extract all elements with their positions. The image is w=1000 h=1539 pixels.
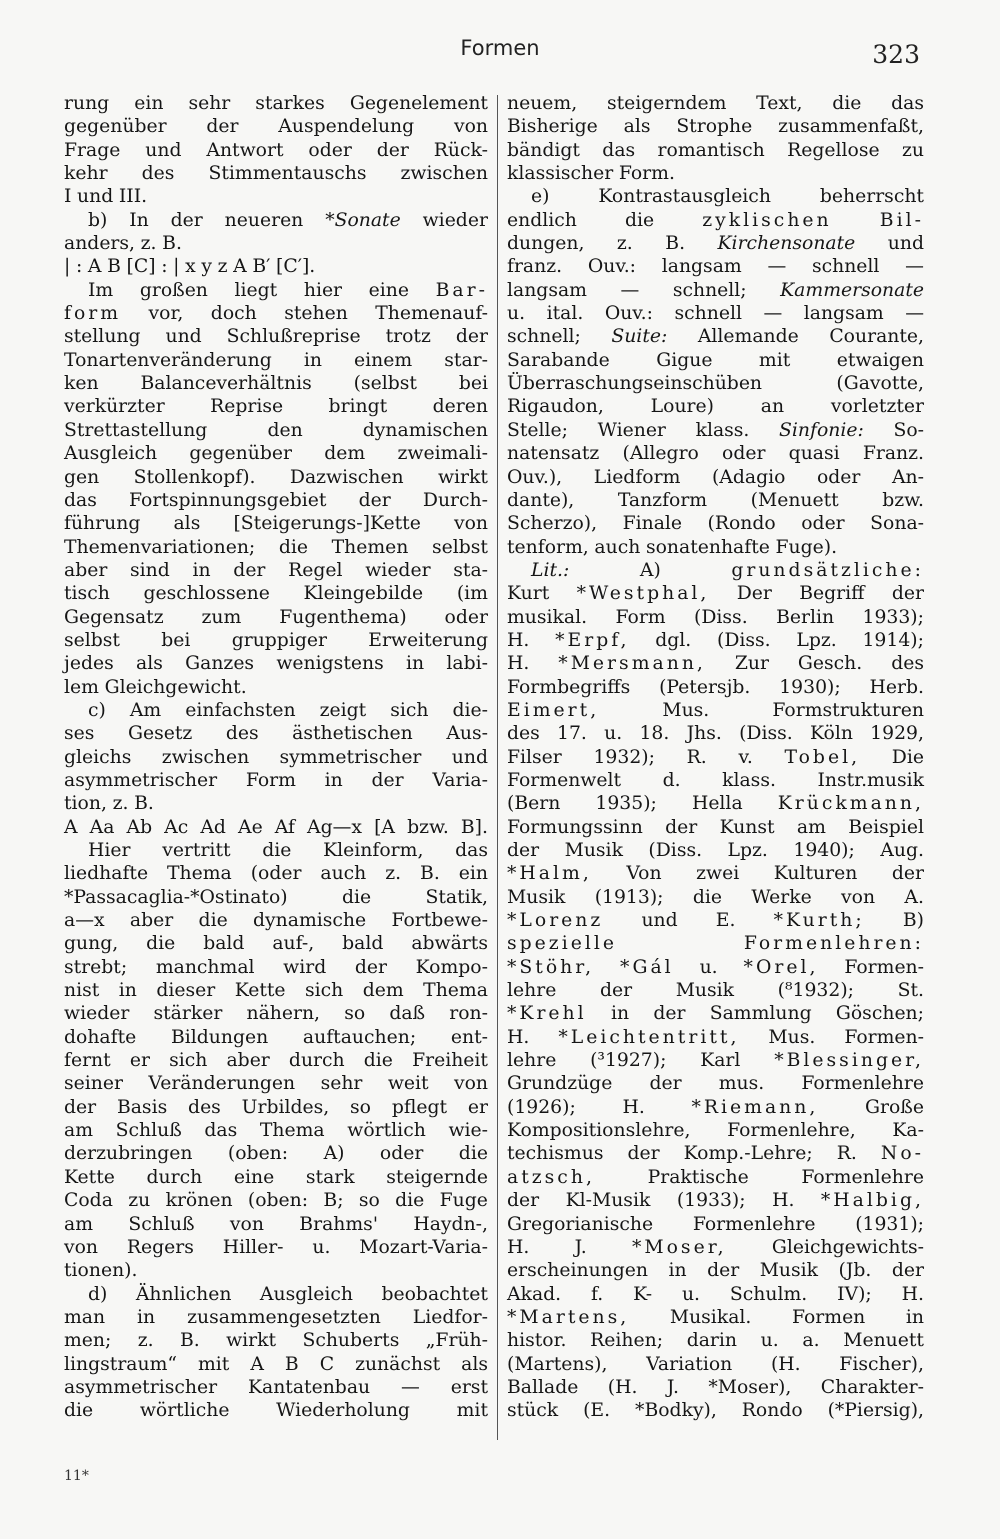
- text-line: tisch geschlossene Kleingebilde (im: [64, 583, 488, 605]
- text-line: tion, z. B.: [64, 793, 154, 815]
- text-line: Ballade (H. J. *Moser), Charakter-: [507, 1376, 924, 1398]
- text-line: bändigt das romantisch Regellose zu: [507, 139, 924, 161]
- text-line: von Regers Hiller- u. Mozart-Varia-: [64, 1236, 488, 1258]
- text-line: Ouv.), Liedform (Adagio oder An-: [507, 466, 924, 488]
- text-line: am Schluß das Thema wörtlich wie-: [64, 1120, 488, 1142]
- text-line: Lit.: A) grundsätzliche:: [531, 559, 924, 581]
- text-line: nist in dieser Kette sich dem Thema: [64, 980, 488, 1002]
- text-line: selbst bei gruppiger Erweiterung: [64, 629, 488, 651]
- text-line: Ausgleich gegenüber dem zweimali-: [64, 443, 488, 465]
- text-line: tionen).: [64, 1260, 138, 1282]
- text-line: histor. Reihen; darin u. a. Menuett: [507, 1330, 924, 1352]
- text-line: der Kl-Musik (1933); H. *Halbig,: [507, 1190, 924, 1212]
- text-line: Akad. f. K- u. Schulm. IV); H.: [507, 1283, 924, 1305]
- text-line: klassischer Form.: [507, 163, 675, 185]
- text-line: rung ein sehr starkes Gegenelement: [64, 93, 488, 114]
- text-line: a—x aber die dynamische Fortbewe-: [64, 910, 488, 932]
- text-line: H. *Mersmann, Zur Gesch. des: [507, 653, 924, 675]
- text-line: stück (E. *Bodky), Rondo (*Piersig),: [507, 1400, 924, 1422]
- text-line: Stelle; Wiener klass. Sinfonie: So-: [507, 419, 924, 441]
- text-line: dante), Tanzform (Menuett bzw.: [507, 489, 924, 511]
- text-line: das Fortspinnungsgebiet der Durch-: [64, 489, 488, 511]
- text-line: lehre (³1927); Karl *Blessinger,: [507, 1050, 924, 1072]
- text-line: Hier vertritt die Kleinform, das: [88, 840, 488, 861]
- text-line: Bisherige als Strophe zusammenfaßt,: [507, 116, 924, 138]
- text-line: führung als [Steigerungs-]Kette von: [64, 513, 488, 535]
- text-line: lingstraum“ mit A B C zunächst als: [64, 1353, 488, 1375]
- text-line: atzsch, Praktische Formenlehre: [507, 1166, 924, 1188]
- text-line: ses Gesetz des ästhetischen Aus-: [64, 723, 488, 745]
- text-line: man in zusammengesetzten Liedfor-: [64, 1306, 488, 1328]
- text-line: wieder stärker nähern, so daß ron-: [64, 1003, 488, 1025]
- text-line: Kompositionslehre, Formenlehre, Ka-: [507, 1120, 924, 1142]
- page-number: 323: [872, 40, 920, 69]
- text-line: Gregorianische Formenlehre (1931);: [507, 1213, 924, 1235]
- text-line: Kette durch eine stark steigernde: [64, 1166, 488, 1188]
- text-line: (Martens), Variation (H. Fischer),: [507, 1353, 924, 1375]
- text-line: spezielle Formenlehren:: [507, 933, 924, 955]
- text-line: Strettastellung den dynamischen: [64, 419, 488, 441]
- text-line: Kurt *Westphal, Der Begriff der: [507, 583, 924, 605]
- text-line: Themenvariationen; die Themen selbst: [64, 536, 488, 558]
- text-line: A Aa Ab Ac Ad Ae Af Ag—x [A bzw. B].: [64, 816, 488, 838]
- text-line: asymmetrischer Kantatenbau — erst: [64, 1376, 488, 1398]
- text-line: gegenüber der Auspendelung von: [64, 116, 488, 138]
- text-line: *Stöhr, *Gál u. *Orel, Formen-: [507, 956, 924, 978]
- text-line: d) Ähnlichen Ausgleich beobachtet: [88, 1283, 488, 1305]
- text-line: dungen, z. B. Kirchensonate und: [507, 233, 924, 255]
- text-line: Formungssinn der Kunst am Beispiel: [507, 816, 924, 838]
- text-line: e) Kontrastausgleich beherrscht: [531, 186, 924, 208]
- text-line: H. J. *Moser, Gleichgewichts-: [507, 1236, 924, 1258]
- text-line: seiner Veränderungen sehr weit von: [64, 1073, 488, 1095]
- right-text-column: [507, 92, 924, 1423]
- text-line: Rigaudon, Loure) an vorletzter: [507, 396, 924, 418]
- text-line: langsam — schnell; Kammersonate: [507, 279, 924, 301]
- text-line: Frage und Antwort oder der Rück-: [64, 139, 488, 161]
- text-line: verkürzter Reprise bringt deren: [64, 396, 488, 418]
- text-line: tenform, auch sonatenhafte Fuge).: [507, 536, 838, 558]
- text-line: Scherzo), Finale (Rondo oder Sona-: [507, 513, 924, 535]
- text-line: kehr des Stimmentauschs zwischen: [64, 163, 488, 185]
- text-line: schnell; Suite: Allemande Courante,: [507, 326, 924, 348]
- text-line: H. *Erpf, dgl. (Diss. Lpz. 1914);: [507, 629, 924, 651]
- text-line: *Passacaglia-*Ostinato) die Statik,: [64, 886, 488, 908]
- text-line: liedhafte Thema (oder auch z. B. ein: [64, 863, 488, 885]
- text-line: dohafte Bildungen auftauchen; ent-: [64, 1026, 488, 1048]
- text-line: Formbegriffs (Petersjb. 1930); Herb.: [507, 676, 924, 698]
- text-line: der Musik (Diss. Lpz. 1940); Aug.: [507, 840, 924, 861]
- left-text-column: [64, 92, 488, 1423]
- text-line: anders, z. B.: [64, 233, 182, 255]
- text-line: (Bern 1935); Hella Krückmann,: [507, 793, 924, 815]
- text-line: u. ital. Ouv.: schnell — langsam —: [507, 303, 924, 325]
- text-line: natensatz (Allegro oder quasi Franz.: [507, 443, 924, 465]
- text-line: die wörtliche Wiederholung mit: [64, 1400, 488, 1422]
- text-line: I und III.: [64, 186, 148, 208]
- text-line: aber sind in der Regel wieder sta-: [64, 559, 488, 581]
- text-line: jedes als Ganzes wenigstens in labi-: [64, 653, 488, 675]
- text-line: Überraschungseinschüben (Gavotte,: [507, 373, 924, 395]
- text-line: ken Balanceverhältnis (selbst bei: [64, 373, 488, 395]
- text-line: (1926); H. *Riemann, Große: [507, 1096, 924, 1118]
- text-line: franz. Ouv.: langsam — schnell —: [507, 256, 924, 278]
- text-line: Coda zu krönen (oben: B; so die Fuge: [64, 1190, 488, 1212]
- text-line: Formenwelt d. klass. Instr.musik: [507, 769, 924, 791]
- running-head: Formen: [460, 36, 540, 60]
- text-line: Grundzüge der mus. Formenlehre: [507, 1073, 924, 1095]
- text-line: b) In der neueren *Sonate wieder: [88, 209, 488, 231]
- text-line: *Krehl in der Sammlung Göschen;: [507, 1003, 924, 1025]
- text-line: strebt; manchmal wird der Kompo-: [64, 956, 488, 978]
- text-line: der Basis des Urbildes, so pflegt er: [64, 1096, 488, 1118]
- text-line: des 17. u. 18. Jhs. (Diss. Köln 1929,: [507, 723, 924, 745]
- text-line: Tonartenveränderung in einem star-: [64, 349, 488, 371]
- text-line: Sarabande Gigue mit etwaigen: [507, 349, 924, 371]
- signature-mark: 11*: [64, 1468, 89, 1484]
- text-line: *Halm, Von zwei Kulturen der: [507, 863, 924, 885]
- text-line: Musik (1913); die Werke von A.: [507, 886, 924, 908]
- text-line: Im großen liegt hier eine Bar-: [88, 279, 488, 301]
- text-line: c) Am einfachsten zeigt sich die-: [88, 699, 488, 721]
- column-divider: [497, 95, 498, 1440]
- text-line: *Lorenz und E. *Kurth; B): [507, 910, 924, 932]
- text-line: form vor, doch stehen Themenauf-: [64, 303, 488, 325]
- text-line: neuem, steigerndem Text, die das: [507, 93, 924, 114]
- text-line: lehre der Musik (⁸1932); St.: [507, 980, 924, 1002]
- text-line: stellung und Schlußreprise trotz der: [64, 326, 488, 348]
- text-line: Gegensatz zum Fugenthema) oder: [64, 606, 488, 628]
- text-line: H. *Leichtentritt, Mus. Formen-: [507, 1026, 924, 1048]
- text-line: techismus der Komp.-Lehre; R. No-: [507, 1143, 924, 1165]
- text-line: Eimert, Mus. Formstrukturen: [507, 699, 924, 721]
- text-line: asymmetrischer Form in der Varia-: [64, 769, 488, 791]
- text-line: *Martens, Musikal. Formen in: [507, 1306, 924, 1328]
- text-line: gleichs zwischen symmetrischer und: [64, 746, 488, 768]
- text-line: fernt er sich aber durch die Freiheit: [64, 1050, 488, 1072]
- text-line: derzubringen (oben: A) oder die: [64, 1143, 488, 1165]
- text-line: gung, die bald auf-, bald abwärts: [64, 933, 488, 955]
- text-line: endlich die zyklischen Bil-: [507, 209, 924, 231]
- text-line: lem Gleichgewicht.: [64, 676, 247, 698]
- text-line: Filser 1932); R. v. Tobel, Die: [507, 746, 924, 768]
- text-line: gen Stollenkopf). Dazwischen wirkt: [64, 466, 488, 488]
- text-line: erscheinungen in der Musik (Jb. der: [507, 1260, 924, 1282]
- text-line: am Schluß von Brahms' Haydn-,: [64, 1213, 488, 1235]
- text-line: musikal. Form (Diss. Berlin 1933);: [507, 606, 924, 628]
- text-line: men; z. B. wirkt Schuberts „Früh-: [64, 1330, 488, 1352]
- text-line: | : A B [C] : | x y z A B′ [C′].: [64, 256, 316, 278]
